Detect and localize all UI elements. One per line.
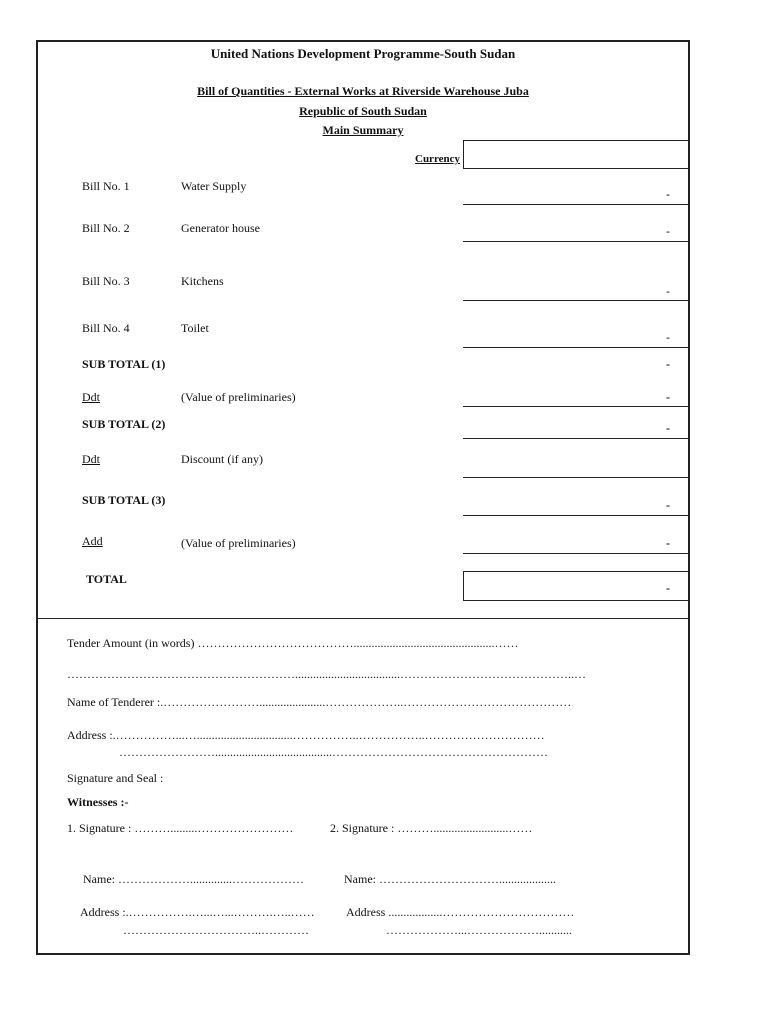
org-title: United Nations Development Programme-South Sudan (210, 46, 516, 61)
witness-1-address-cont: ……………………………..………… (123, 923, 309, 937)
amount-line (463, 515, 690, 516)
bill-name: Kitchens (181, 274, 224, 288)
bill-name: Generator house (181, 221, 260, 235)
witness-2-signature: 2. Signature : ……….........................…… (330, 821, 533, 835)
total-label: TOTAL (86, 572, 127, 586)
subtotal-3-label: SUB TOTAL (3) (82, 493, 166, 507)
subtotal-2-label: SUB TOTAL (2) (82, 417, 166, 431)
amount-line (463, 438, 690, 439)
bill-amount: - (666, 284, 670, 298)
amount-line (463, 241, 690, 242)
subtotal-1-label: SUB TOTAL (1) (82, 357, 166, 371)
address-line-2: …………………….......................................……………………………………………… (119, 745, 548, 759)
bill-amount: - (666, 187, 670, 201)
witness-2-name: Name: …………………………................... (344, 872, 556, 886)
currency-label: Currency (415, 153, 461, 165)
discount-desc: Discount (if any) (181, 452, 263, 466)
bill-no: Bill No. 4 (82, 321, 130, 335)
summary-title: Main Summary (322, 123, 404, 137)
bill-name: Toilet (181, 321, 209, 335)
section-divider (36, 618, 690, 619)
amount-line (463, 300, 690, 301)
bill-no: Bill No. 1 (82, 179, 130, 193)
discount-label: Ddt (82, 452, 100, 466)
witness-1-address: Address :.…………….…...…...……….…..…… (80, 905, 315, 919)
currency-box (463, 140, 690, 169)
amount-line (463, 406, 690, 407)
tender-amount-continued: …………………………………………………...................................……………………………………..… (67, 667, 586, 681)
bill-no: Bill No. 3 (82, 274, 130, 288)
subtotal-2-amount: - (666, 421, 670, 435)
total-amount: - (666, 581, 670, 595)
witness-2-address-cont: ………………...………………........... (386, 923, 572, 937)
tenderer-name-line: Name of Tenderer :.……………………......................………………..…………………………………… (67, 695, 572, 709)
bill-no: Bill No. 2 (82, 221, 130, 235)
total-box (463, 571, 690, 601)
bill-name: Water Supply (181, 179, 247, 193)
prelim-1-amount: - (666, 390, 670, 404)
tender-amount-line: Tender Amount (in words) …………………………………...............................................…… (67, 636, 519, 650)
subtotal-1-amount: - (666, 357, 670, 371)
prelim-1-desc: (Value of preliminaries) (181, 390, 296, 404)
bill-amount: - (666, 224, 670, 238)
prelim-2-label: Add (82, 534, 103, 548)
prelim-2-desc: (Value of preliminaries) (181, 536, 296, 550)
witness-2-address: Address ..................…………………………… (346, 905, 575, 919)
bill-amount: - (666, 330, 670, 344)
amount-line (463, 477, 690, 478)
prelim-1-label: Ddt (82, 390, 100, 404)
amount-line (463, 347, 690, 348)
witness-1-name: Name: ………………..............……………… (83, 872, 304, 886)
prelim-2-amount: - (666, 536, 670, 550)
country-title: Republic of South Sudan (299, 104, 427, 118)
amount-line (463, 204, 690, 205)
witness-1-signature: 1. Signature : ……….........…………………… (67, 821, 294, 835)
boq-title: Bill of Quantities - External Works at Riverside Warehouse Juba (197, 84, 529, 98)
witnesses-heading: Witnesses :- (67, 795, 129, 809)
amount-line (463, 553, 690, 554)
signature-seal-label: Signature and Seal : (67, 771, 164, 785)
address-line-1: Address :.……………...…................................……………..……………..………………………… (67, 728, 545, 742)
subtotal-3-amount: - (666, 498, 670, 512)
